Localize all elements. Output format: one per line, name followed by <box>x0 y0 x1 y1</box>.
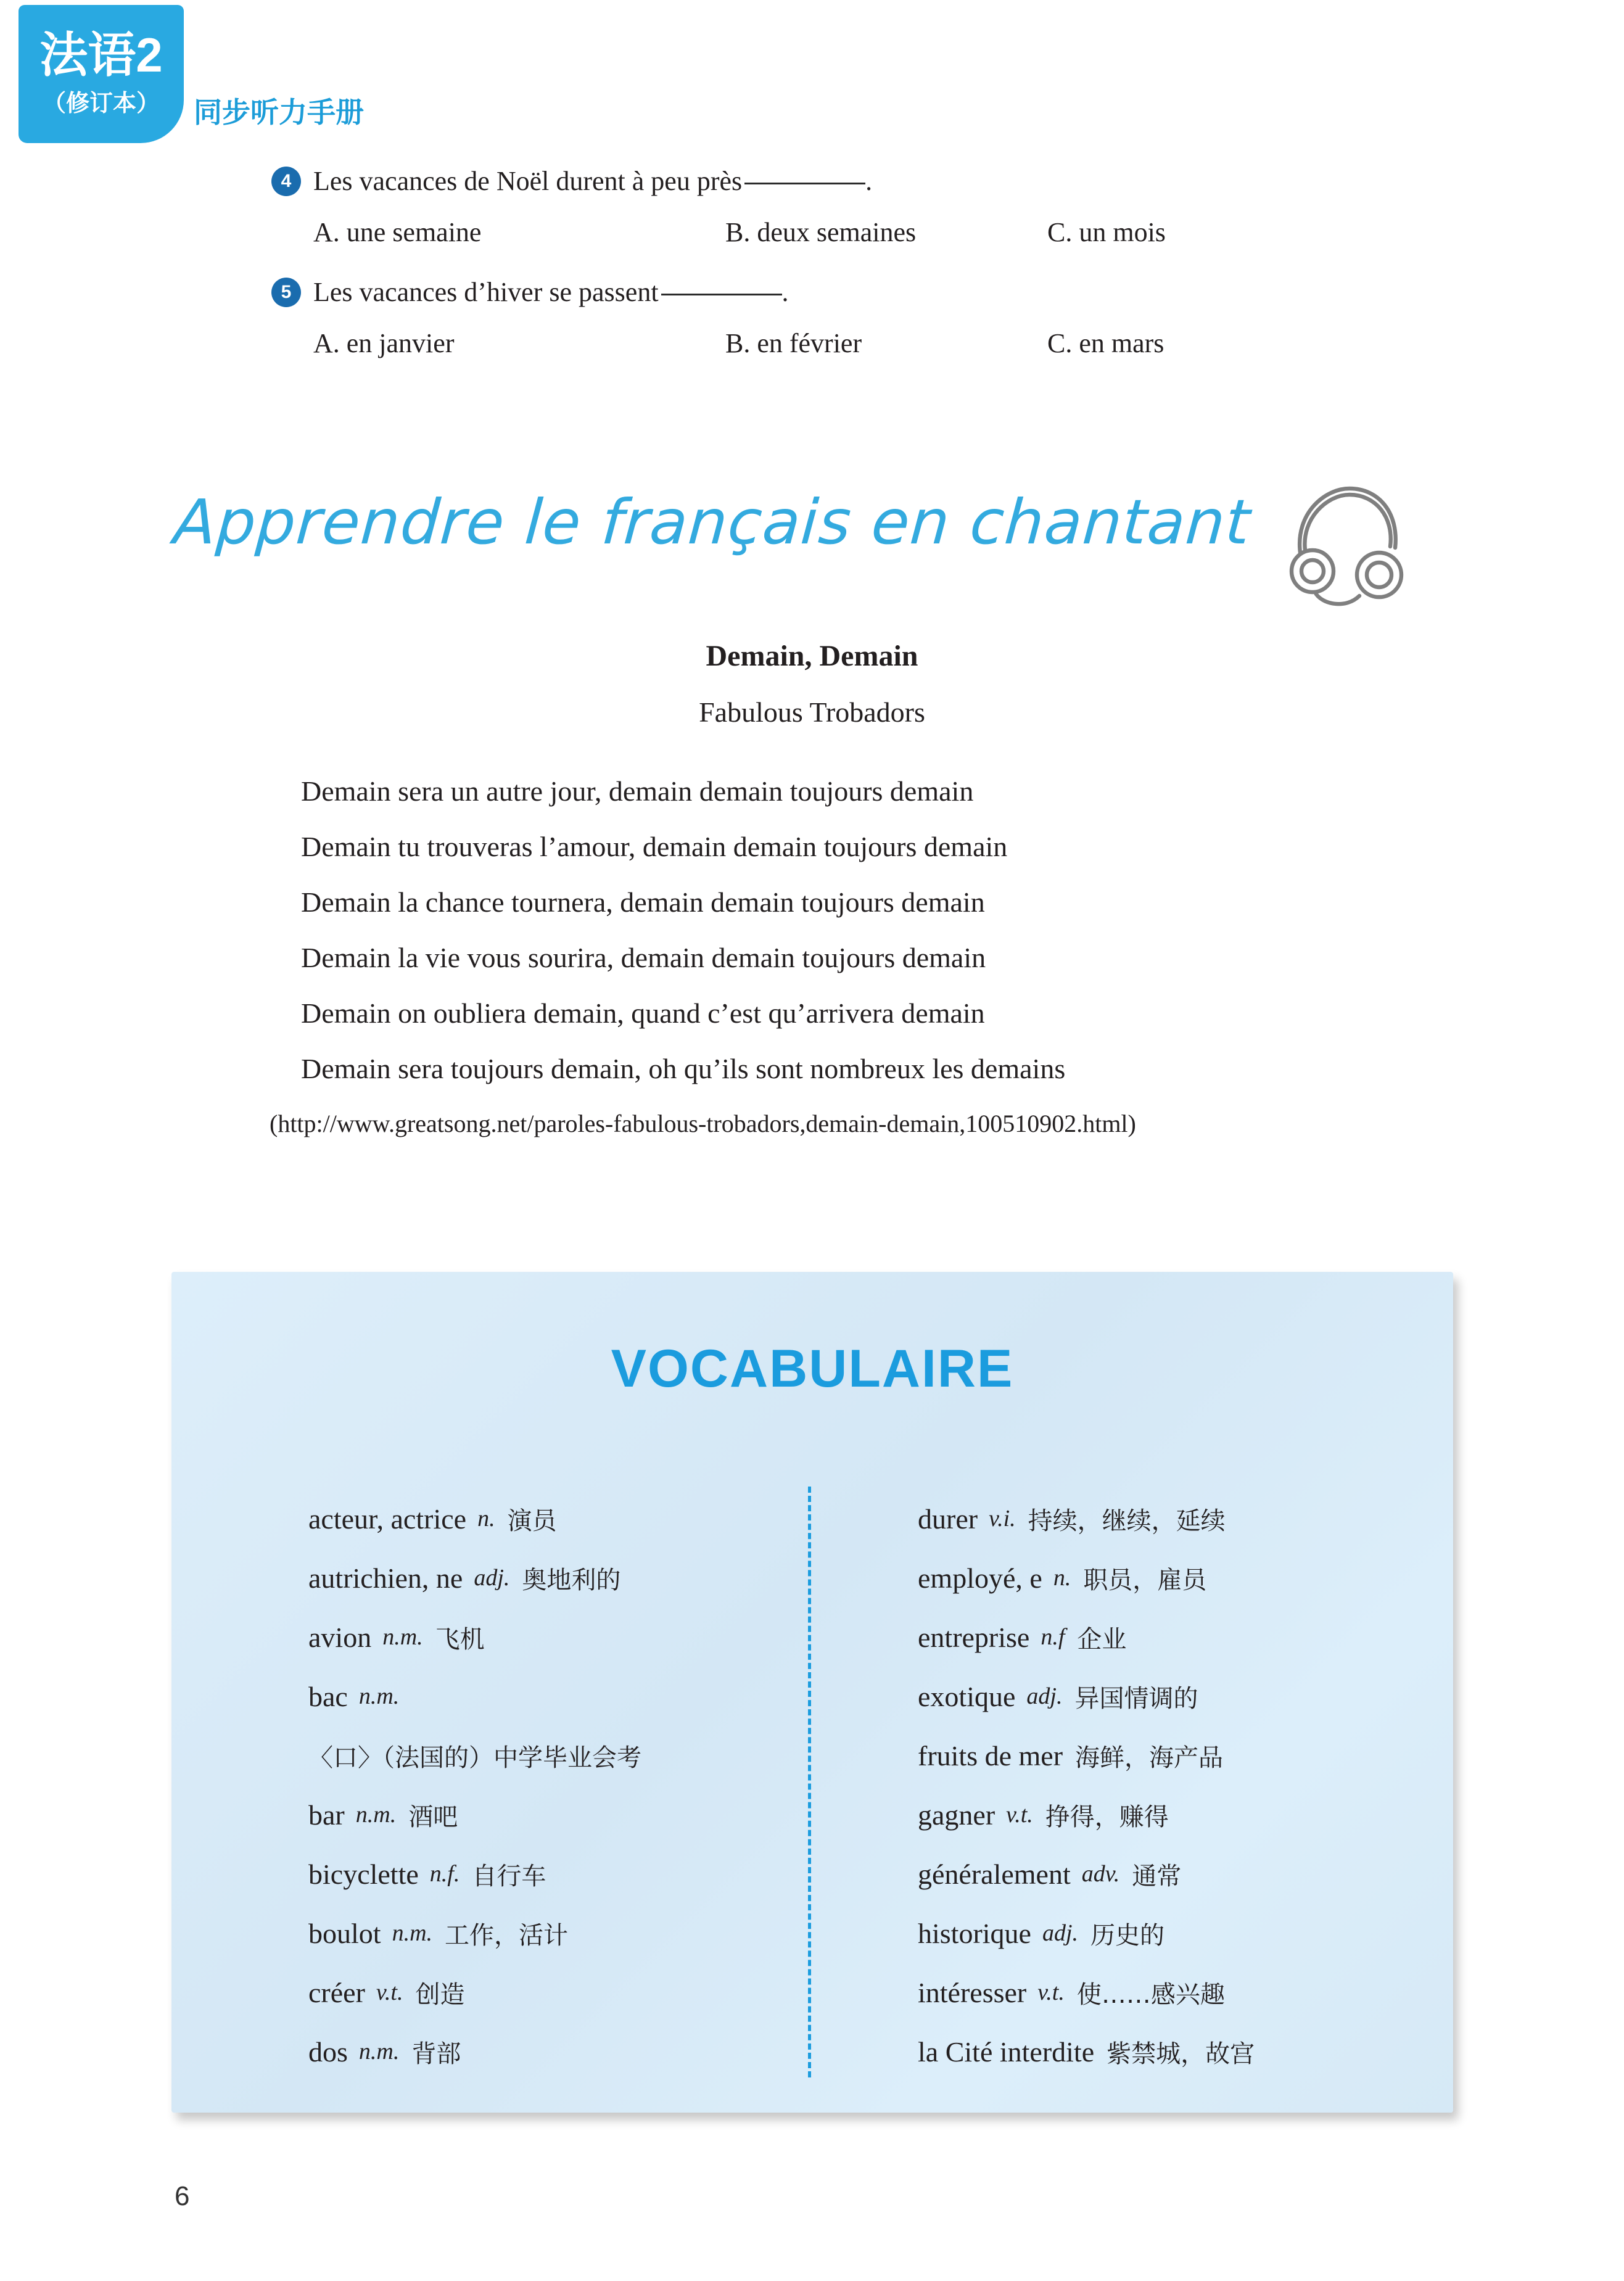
song-artist: Fabulous Trobadors <box>699 696 925 728</box>
answer-blank <box>744 178 865 184</box>
vocab-pos: n. <box>1053 1565 1071 1591</box>
vocab-pos: n. <box>477 1506 495 1532</box>
vocab-gloss: 通常 <box>1132 1862 1182 1891</box>
question-4 <box>271 165 1394 197</box>
vocab-entry <box>918 1489 1430 1548</box>
options-row-4 <box>271 217 1394 248</box>
lyric-line: Demain on oubliera demain, quand c’est qu’arrivera demain <box>301 997 985 1029</box>
vocab-gloss: 企业 <box>1077 1625 1127 1654</box>
vocab-pos: n.f. <box>429 1861 460 1887</box>
vocab-term: intéresser <box>918 1976 1027 2008</box>
vocab-term: exotique <box>918 1680 1016 1712</box>
vocab-gloss: 酒吧 <box>408 1802 458 1831</box>
vocab-entry <box>918 1667 1430 1726</box>
lyric-line: Demain sera un autre jour, demain demain toujours demain <box>301 775 974 807</box>
vocab-gloss: 背部 <box>411 2039 461 2068</box>
vocab-entry <box>918 2022 1430 2081</box>
column-divider <box>808 1487 811 2077</box>
option-a: A. une semaine <box>313 217 482 247</box>
vocab-pos: adj. <box>1026 1683 1063 1709</box>
vocab-term: acteur, actrice <box>308 1503 467 1535</box>
vocab-pos: v.t. <box>376 1979 403 2005</box>
vocab-term: créer <box>308 1976 365 2008</box>
vocab-column-right <box>918 1489 1430 2081</box>
vocab-gloss: 历史的 <box>1090 1921 1165 1950</box>
vocab-entry <box>918 1963 1430 2022</box>
vocab-term: bicyclette <box>308 1858 419 1890</box>
vocab-term: durer <box>918 1503 978 1535</box>
vocab-entry <box>918 1548 1430 1607</box>
song-title: Demain, Demain <box>706 640 918 672</box>
vocab-entry <box>308 1904 796 1963</box>
options-row-5 <box>271 328 1394 359</box>
vocab-term: généralement <box>918 1858 1071 1890</box>
question-5 <box>271 276 1394 308</box>
vocab-entry <box>308 1548 796 1607</box>
vocab-entry <box>918 1844 1430 1904</box>
vocab-entry <box>308 1844 796 1904</box>
vocab-term: bac <box>308 1680 348 1712</box>
vocab-pos: v.i. <box>989 1506 1016 1532</box>
answer-blank <box>661 289 782 295</box>
vocab-pos: adv. <box>1081 1861 1120 1887</box>
song-section-heading: Apprendre le français en chantant <box>171 486 1253 558</box>
vocab-entry <box>918 1785 1430 1844</box>
vocab-gloss: 异国情调的 <box>1074 1684 1198 1713</box>
vocab-gloss: 自行车 <box>472 1862 546 1891</box>
lyric-line: Demain la chance tournera, demain demain toujours demain <box>301 886 985 918</box>
vocab-gloss: 工作，活计 <box>445 1921 569 1950</box>
vocab-pos: n.m. <box>355 1802 397 1828</box>
question-suffix: . <box>865 166 873 196</box>
vocab-entry <box>918 1904 1430 1963</box>
vocabulary-heading: VOCABULAIRE <box>611 1339 1014 1398</box>
quiz-section <box>271 165 1394 387</box>
option-a: A. en janvier <box>313 328 455 358</box>
vocabulary-panel <box>171 1272 1453 2113</box>
vocab-entry-continuation <box>308 1726 796 1785</box>
vocab-entry <box>918 1726 1430 1785</box>
headphones-icon <box>1278 476 1414 618</box>
question-number-badge: 5 <box>271 278 301 307</box>
vocab-gloss: 演员 <box>507 1506 557 1535</box>
vocab-gloss: 职员，雇员 <box>1083 1565 1207 1594</box>
vocab-pos: adj. <box>1042 1920 1079 1946</box>
vocab-gloss: 创造 <box>415 1980 465 2009</box>
vocab-entry <box>308 1667 796 1726</box>
vocab-entry <box>308 1785 796 1844</box>
song-lyrics <box>301 764 1065 1097</box>
vocab-term: gagner <box>918 1799 995 1831</box>
question-number-badge: 4 <box>271 167 301 196</box>
page-number: 6 <box>175 2181 190 2211</box>
vocab-gloss: 奥地利的 <box>522 1565 621 1594</box>
option-b: B. en février <box>725 328 862 358</box>
vocab-term: dos <box>308 2036 348 2068</box>
vocab-gloss: 紫禁城，故宫 <box>1107 2039 1255 2068</box>
vocab-gloss: 飞机 <box>435 1625 485 1654</box>
badge-subtitle: （修订本） <box>42 91 160 117</box>
vocab-gloss: 海鲜，海产品 <box>1075 1743 1224 1772</box>
question-text: Les vacances d’hiver se passent <box>313 277 659 307</box>
vocab-pos: n.m. <box>358 2039 400 2064</box>
vocab-term: fruits de mer <box>918 1739 1063 1772</box>
option-b: B. deux semaines <box>725 217 917 247</box>
vocab-term: historique <box>918 1917 1031 1949</box>
vocab-pos: v.t. <box>1006 1802 1033 1828</box>
vocab-term: bar <box>308 1799 345 1831</box>
vocab-entry <box>308 2022 796 2081</box>
vocab-entry <box>918 1607 1430 1667</box>
vocab-pos: n.f <box>1041 1624 1065 1650</box>
vocab-term: autrichien, ne <box>308 1562 463 1594</box>
series-label: 同步听力手册 <box>194 96 364 128</box>
lyric-line: Demain sera toujours demain, oh qu’ils sont nombreux les demains <box>301 1053 1066 1084</box>
brand-badge <box>19 5 184 143</box>
badge-title: 法语2 <box>39 27 163 82</box>
vocab-entry <box>308 1489 796 1548</box>
vocab-term: avion <box>308 1621 372 1653</box>
vocab-column-left <box>308 1489 796 2081</box>
vocab-pos: n.m. <box>392 1920 433 1946</box>
vocab-pos: v.t. <box>1037 1979 1065 2005</box>
option-c: C. en mars <box>1047 328 1164 358</box>
question-suffix: . <box>781 277 789 307</box>
vocab-term: la Cité interdite <box>918 2036 1095 2068</box>
song-source-url: (http://www.greatsong.net/paroles-fabulous-trobadors,demain-demain,100510902.html) <box>270 1110 1136 1137</box>
vocab-term: entreprise <box>918 1621 1030 1653</box>
option-c: C. un mois <box>1047 217 1166 247</box>
vocab-gloss: 挣得，赚得 <box>1045 1802 1169 1831</box>
vocab-gloss: 使……感兴趣 <box>1076 1980 1225 2009</box>
lyric-line: Demain la vie vous sourira, demain demain toujours demain <box>301 942 986 973</box>
vocab-term: boulot <box>308 1917 381 1949</box>
lyric-line: Demain tu trouveras l’amour, demain demain toujours demain <box>301 831 1008 862</box>
vocab-pos: n.m. <box>382 1624 423 1650</box>
vocab-gloss: 〈口〉（法国的）中学毕业会考 <box>308 1743 641 1772</box>
vocab-entry <box>308 1963 796 2022</box>
vocab-gloss: 持续，继续，延续 <box>1028 1506 1226 1535</box>
vocab-pos: n.m. <box>358 1683 400 1709</box>
vocab-entry <box>308 1607 796 1667</box>
vocab-pos: adj. <box>474 1565 510 1591</box>
question-text: Les vacances de Noël durent à peu près <box>313 166 743 196</box>
vocab-term: employé, e <box>918 1562 1042 1594</box>
